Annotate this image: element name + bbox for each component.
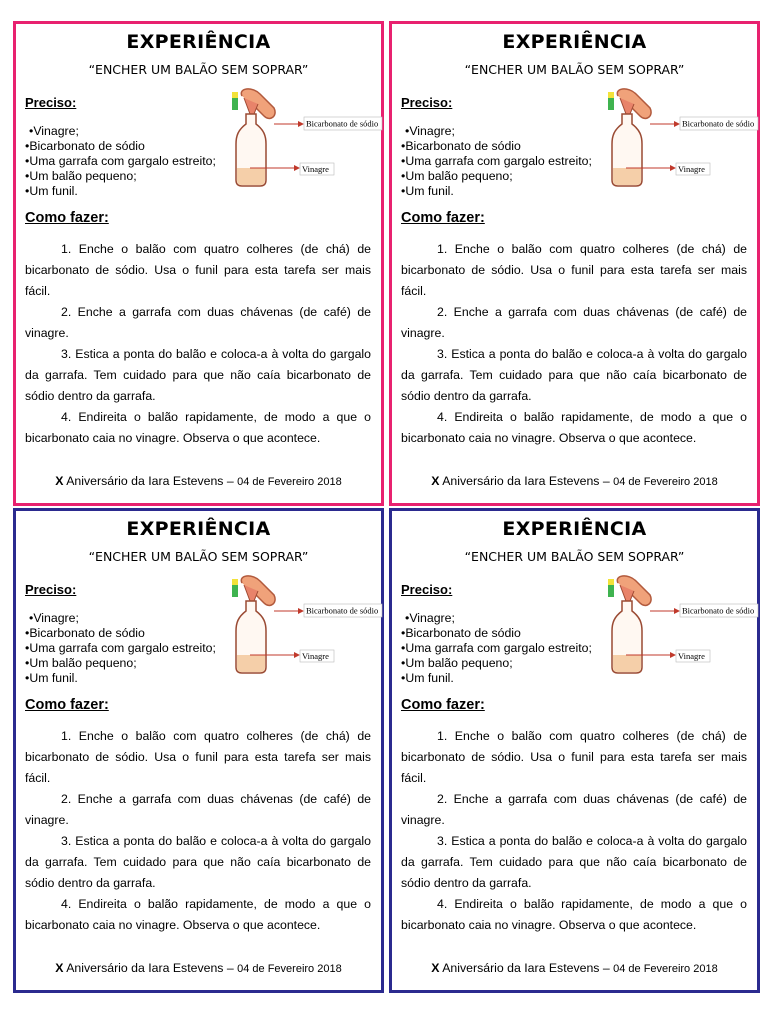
step-item: 3. Estica a ponta do balão e coloca-a à volta do gargalo da garrafa. Tem cuidado para que não caía bicarbonato de sódio dentro da garrafa. bbox=[25, 347, 371, 403]
howto-heading: Como fazer: bbox=[25, 210, 109, 226]
materials-list bbox=[25, 611, 216, 686]
material-item: • Um balão pequeno; bbox=[25, 169, 216, 184]
materials-list bbox=[25, 124, 216, 199]
card-footer bbox=[392, 474, 757, 488]
bottle-balloon-illustration bbox=[606, 88, 760, 188]
card-subtitle: “ENCHER UM BALÃO SEM SOPRAR” bbox=[88, 549, 309, 564]
footer-text: Aniversário da Iara Estevens – bbox=[66, 474, 238, 488]
vinegar-label: Vinagre bbox=[302, 651, 329, 661]
bottle-balloon-illustration bbox=[230, 575, 384, 675]
step-item: 1. Enche o balão com quatro colheres (de chá) de bicarbonato de sódio. Usa o funil para esta tarefa ser mais fácil. bbox=[401, 729, 747, 785]
material-item: • Bicarbonato de sódio bbox=[401, 139, 592, 154]
steps-list bbox=[25, 239, 371, 449]
step-item: 2. Enche a garrafa com duas chávenas (de café) de vinagre. bbox=[25, 792, 371, 827]
card-title: EXPERIÊNCIA bbox=[502, 31, 647, 53]
card-title: EXPERIÊNCIA bbox=[126, 518, 271, 540]
bottle-balloon-illustration bbox=[606, 575, 760, 675]
steps-list bbox=[25, 726, 371, 936]
material-item: • Vinagre; bbox=[401, 124, 592, 139]
bottle-balloon-illustration bbox=[230, 88, 384, 188]
footer-text: Aniversário da Iara Estevens – bbox=[442, 474, 614, 488]
footer-mark: X bbox=[431, 474, 440, 488]
card-footer bbox=[16, 961, 381, 975]
step-item: 4. Endireita o balão rapidamente, de modo a que o bicarbonato caia no vinagre. Observa o que acontece. bbox=[401, 897, 747, 932]
bicarbonate-label: Bicarbonato de sódio bbox=[306, 605, 379, 616]
card-subtitle: “ENCHER UM BALÃO SEM SOPRAR” bbox=[464, 549, 685, 564]
steps-list bbox=[401, 726, 747, 936]
bicarbonate-label: Bicarbonato de sódio bbox=[306, 118, 379, 129]
card-subtitle: “ENCHER UM BALÃO SEM SOPRAR” bbox=[464, 62, 685, 77]
experiment-card-top-right bbox=[389, 21, 760, 506]
howto-heading: Como fazer: bbox=[401, 697, 485, 713]
card-subtitle: “ENCHER UM BALÃO SEM SOPRAR” bbox=[88, 62, 309, 77]
material-item: • Um balão pequeno; bbox=[25, 656, 216, 671]
experiment-card-top-left bbox=[13, 21, 384, 506]
step-item: 4. Endireita o balão rapidamente, de modo a que o bicarbonato caia no vinagre. Observa o que acontece. bbox=[25, 897, 371, 932]
footer-date: 04 de Fevereiro 2018 bbox=[613, 476, 718, 488]
material-item: • Um balão pequeno; bbox=[401, 169, 592, 184]
footer-date: 04 de Fevereiro 2018 bbox=[613, 963, 718, 975]
footer-text: Aniversário da Iara Estevens – bbox=[66, 961, 238, 975]
steps-list bbox=[401, 239, 747, 449]
card-footer bbox=[16, 474, 381, 488]
needs-heading: Preciso: bbox=[25, 95, 77, 110]
bicarbonate-label: Bicarbonato de sódio bbox=[682, 605, 755, 616]
step-item: 1. Enche o balão com quatro colheres (de chá) de bicarbonato de sódio. Usa o funil para esta tarefa ser mais fácil. bbox=[25, 242, 371, 298]
material-item: • Uma garrafa com gargalo estreito; bbox=[25, 641, 216, 656]
footer-mark: X bbox=[431, 961, 440, 975]
material-item: • Vinagre; bbox=[25, 611, 216, 626]
material-item: • Um funil. bbox=[25, 671, 216, 686]
material-item: • Vinagre; bbox=[401, 611, 592, 626]
card-footer bbox=[392, 961, 757, 975]
step-item: 3. Estica a ponta do balão e coloca-a à volta do gargalo da garrafa. Tem cuidado para que não caía bicarbonato de sódio dentro da garrafa. bbox=[401, 347, 747, 403]
needs-heading: Preciso: bbox=[401, 95, 453, 110]
material-item: • Um balão pequeno; bbox=[401, 656, 592, 671]
step-item: 1. Enche o balão com quatro colheres (de chá) de bicarbonato de sódio. Usa o funil para esta tarefa ser mais fácil. bbox=[401, 242, 747, 298]
material-item: • Uma garrafa com gargalo estreito; bbox=[25, 154, 216, 169]
vinegar-label: Vinagre bbox=[302, 164, 329, 174]
experiment-card-bottom-right bbox=[389, 508, 760, 993]
material-item: • Bicarbonato de sódio bbox=[25, 626, 216, 641]
experiment-card-bottom-left bbox=[13, 508, 384, 993]
footer-text: Aniversário da Iara Estevens – bbox=[442, 961, 614, 975]
material-item: • Uma garrafa com gargalo estreito; bbox=[401, 641, 592, 656]
material-item: • Uma garrafa com gargalo estreito; bbox=[401, 154, 592, 169]
material-item: • Um funil. bbox=[25, 184, 216, 199]
vinegar-label: Vinagre bbox=[678, 164, 705, 174]
footer-date: 04 de Fevereiro 2018 bbox=[237, 963, 342, 975]
material-item: • Um funil. bbox=[401, 671, 592, 686]
materials-list bbox=[401, 611, 592, 686]
card-title: EXPERIÊNCIA bbox=[502, 518, 647, 540]
howto-heading: Como fazer: bbox=[25, 697, 109, 713]
material-item: • Um funil. bbox=[401, 184, 592, 199]
step-item: 3. Estica a ponta do balão e coloca-a à volta do gargalo da garrafa. Tem cuidado para que não caía bicarbonato de sódio dentro da garrafa. bbox=[401, 834, 747, 890]
step-item: 2. Enche a garrafa com duas chávenas (de café) de vinagre. bbox=[401, 792, 747, 827]
footer-mark: X bbox=[55, 961, 64, 975]
step-item: 2. Enche a garrafa com duas chávenas (de café) de vinagre. bbox=[401, 305, 747, 340]
step-item: 3. Estica a ponta do balão e coloca-a à volta do gargalo da garrafa. Tem cuidado para que não caía bicarbonato de sódio dentro da garrafa. bbox=[25, 834, 371, 890]
material-item: • Vinagre; bbox=[25, 124, 216, 139]
materials-list bbox=[401, 124, 592, 199]
step-item: 4. Endireita o balão rapidamente, de modo a que o bicarbonato caia no vinagre. Observa o que acontece. bbox=[401, 410, 747, 445]
howto-heading: Como fazer: bbox=[401, 210, 485, 226]
card-title: EXPERIÊNCIA bbox=[126, 31, 271, 53]
step-item: 4. Endireita o balão rapidamente, de modo a que o bicarbonato caia no vinagre. Observa o que acontece. bbox=[25, 410, 371, 445]
needs-heading: Preciso: bbox=[25, 582, 77, 597]
bicarbonate-label: Bicarbonato de sódio bbox=[682, 118, 755, 129]
footer-date: 04 de Fevereiro 2018 bbox=[237, 476, 342, 488]
material-item: • Bicarbonato de sódio bbox=[25, 139, 216, 154]
step-item: 1. Enche o balão com quatro colheres (de chá) de bicarbonato de sódio. Usa o funil para esta tarefa ser mais fácil. bbox=[25, 729, 371, 785]
material-item: • Bicarbonato de sódio bbox=[401, 626, 592, 641]
step-item: 2. Enche a garrafa com duas chávenas (de café) de vinagre. bbox=[25, 305, 371, 340]
needs-heading: Preciso: bbox=[401, 582, 453, 597]
vinegar-label: Vinagre bbox=[678, 651, 705, 661]
footer-mark: X bbox=[55, 474, 64, 488]
